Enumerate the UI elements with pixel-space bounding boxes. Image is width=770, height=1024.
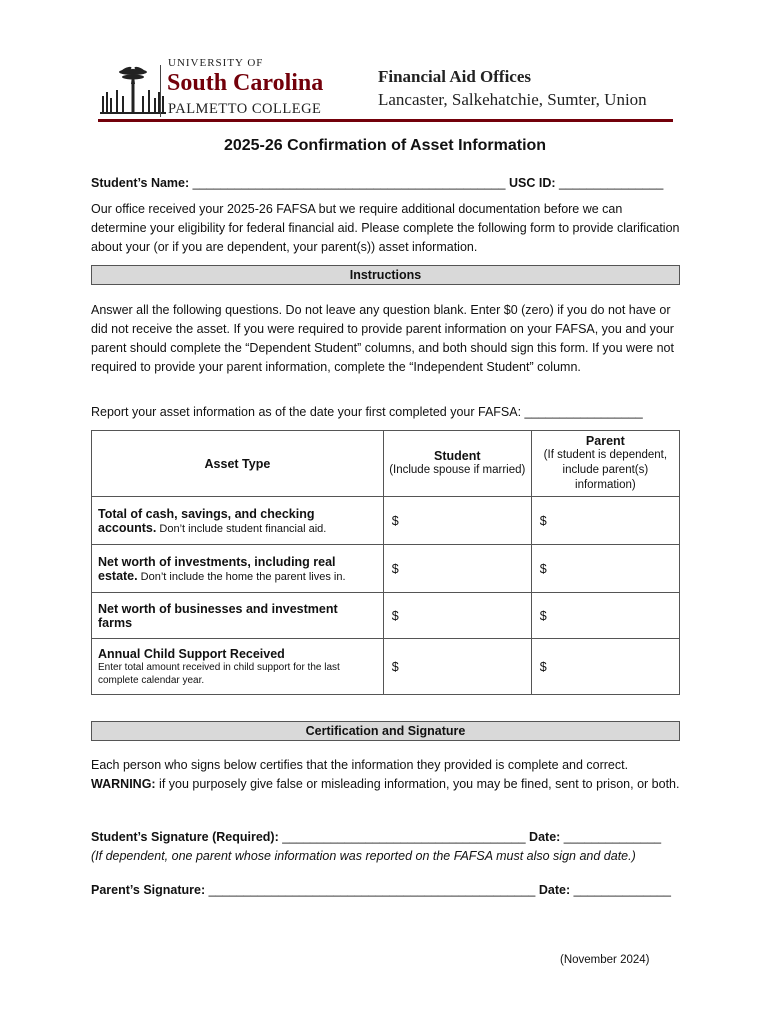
form-title: 2025-26 Confirmation of Asset Information xyxy=(223,137,547,154)
student-name-label: Student’s Name: xyxy=(91,176,190,190)
student-amount-field[interactable]: $ xyxy=(383,593,531,639)
student-signature-label: Student’s Signature (Required): xyxy=(91,830,279,844)
parent-amount-field[interactable]: $ xyxy=(531,497,679,545)
palmetto-tree-logo xyxy=(98,62,168,122)
student-name-field[interactable]: _____________________________________________ xyxy=(192,176,506,190)
asset-note: Don’t include the home the parent lives in. xyxy=(137,570,346,583)
parent-amount-field[interactable]: $ xyxy=(531,639,679,695)
parent-signature-field[interactable]: _______________________________________________ xyxy=(208,883,536,897)
header-rule xyxy=(98,119,673,122)
certification-heading: Certification and Signature xyxy=(91,721,680,741)
asset-label xyxy=(92,497,384,545)
student-header xyxy=(383,431,531,497)
asset-title: Annual Child Support Received xyxy=(98,646,285,661)
table-row xyxy=(92,497,680,545)
parent-header-sub: (If student is dependent, include parent(s) information) xyxy=(543,449,668,491)
student-signature-field[interactable]: ___________________________________ xyxy=(282,830,526,844)
report-date-field[interactable]: _________________ xyxy=(524,405,643,419)
report-date-label: Report your asset information as of the date your first completed your FAFSA: xyxy=(91,405,522,419)
student-header-label: Student xyxy=(434,449,481,463)
usc-id-field[interactable]: _______________ xyxy=(559,176,664,190)
student-amount-field[interactable]: $ xyxy=(383,497,531,545)
parent-amount-field[interactable]: $ xyxy=(531,545,679,593)
asset-label xyxy=(92,545,384,593)
asset-label xyxy=(92,639,384,695)
student-date-label: Date: xyxy=(529,830,561,844)
university-name: South Carolina xyxy=(167,70,324,96)
header-divider xyxy=(160,65,161,117)
parent-header-label: Parent xyxy=(585,434,625,448)
warning-label: WARNING: xyxy=(91,777,156,791)
asset-label xyxy=(92,593,384,639)
table-row xyxy=(92,593,680,639)
table-header-row xyxy=(92,431,680,497)
asset-title: Total of cash, savings, and checking xyxy=(98,506,315,521)
parent-date-label: Date: xyxy=(538,883,571,897)
asset-title: Net worth of investments, including real xyxy=(98,554,336,569)
certification-statement: Each person who signs below certifies that the information they provided is complete and correct. xyxy=(91,758,629,772)
report-date-line xyxy=(91,405,643,419)
asset-table xyxy=(91,430,680,695)
office-title: Financial Aid Offices xyxy=(378,67,531,86)
asset-type-header xyxy=(92,431,384,497)
table-row xyxy=(92,545,680,593)
asset-title: Net worth of businesses and investment xyxy=(98,601,338,616)
office-locations: Lancaster, Salkehatchie, Sumter, Union xyxy=(378,90,647,109)
student-amount-field[interactable]: $ xyxy=(383,639,531,695)
signature-note: (If dependent, one parent whose information was reported on the FAFSA must also sign and date.) xyxy=(91,849,636,863)
college-name: PALMETTO COLLEGE xyxy=(168,101,322,117)
table-row xyxy=(92,639,680,695)
asset-title-cont: farms xyxy=(98,615,133,630)
asset-type-header-label: Asset Type xyxy=(204,456,271,471)
student-id-line xyxy=(91,176,663,190)
parent-date-field[interactable]: ______________ xyxy=(573,883,671,897)
asset-note: Don’t include student financial aid. xyxy=(156,522,327,535)
usc-id-label: USC ID: xyxy=(508,176,556,190)
parent-header xyxy=(531,431,679,497)
student-signature-line xyxy=(91,830,661,844)
asset-title-cont: accounts. xyxy=(98,520,157,535)
instructions-body: Answer all the following questions. Do not leave any question blank. Enter $0 (zero) if you do not have or did not receive the asset. If you were required to provide parent information on your FAFSA, you and your parent should complete the “Dependent Student” columns, and both should sign this form. If you were not required to provide your parent information, complete the “Independent Student” column. xyxy=(91,303,674,374)
parent-amount-field[interactable]: $ xyxy=(531,593,679,639)
asset-title-cont: estate. xyxy=(98,568,138,583)
asset-note: Enter total amount received in child support for the last complete calendar year. xyxy=(98,661,340,686)
student-amount-field[interactable]: $ xyxy=(383,545,531,593)
student-date-field[interactable]: ______________ xyxy=(563,830,662,844)
student-header-sub: (Include spouse if married) xyxy=(389,464,526,476)
footer-date: (November 2024) xyxy=(560,954,650,966)
parent-signature-label: Parent’s Signature: xyxy=(91,883,206,897)
warning-text: if you purposely give false or misleading information, you may be fined, sent to prison, or both. xyxy=(155,777,680,791)
university-label: UNIVERSITY OF xyxy=(168,57,264,69)
certification-body xyxy=(91,756,681,794)
intro-paragraph: Our office received your 2025-26 FAFSA but we require additional documentation before we can determine your eligibility for federal financial aid. Please complete the following form to provide clarification about your (or if you are dependent, your parent(s)) asset information. xyxy=(91,202,680,254)
instructions-heading: Instructions xyxy=(91,265,680,285)
parent-signature-line xyxy=(91,883,671,897)
